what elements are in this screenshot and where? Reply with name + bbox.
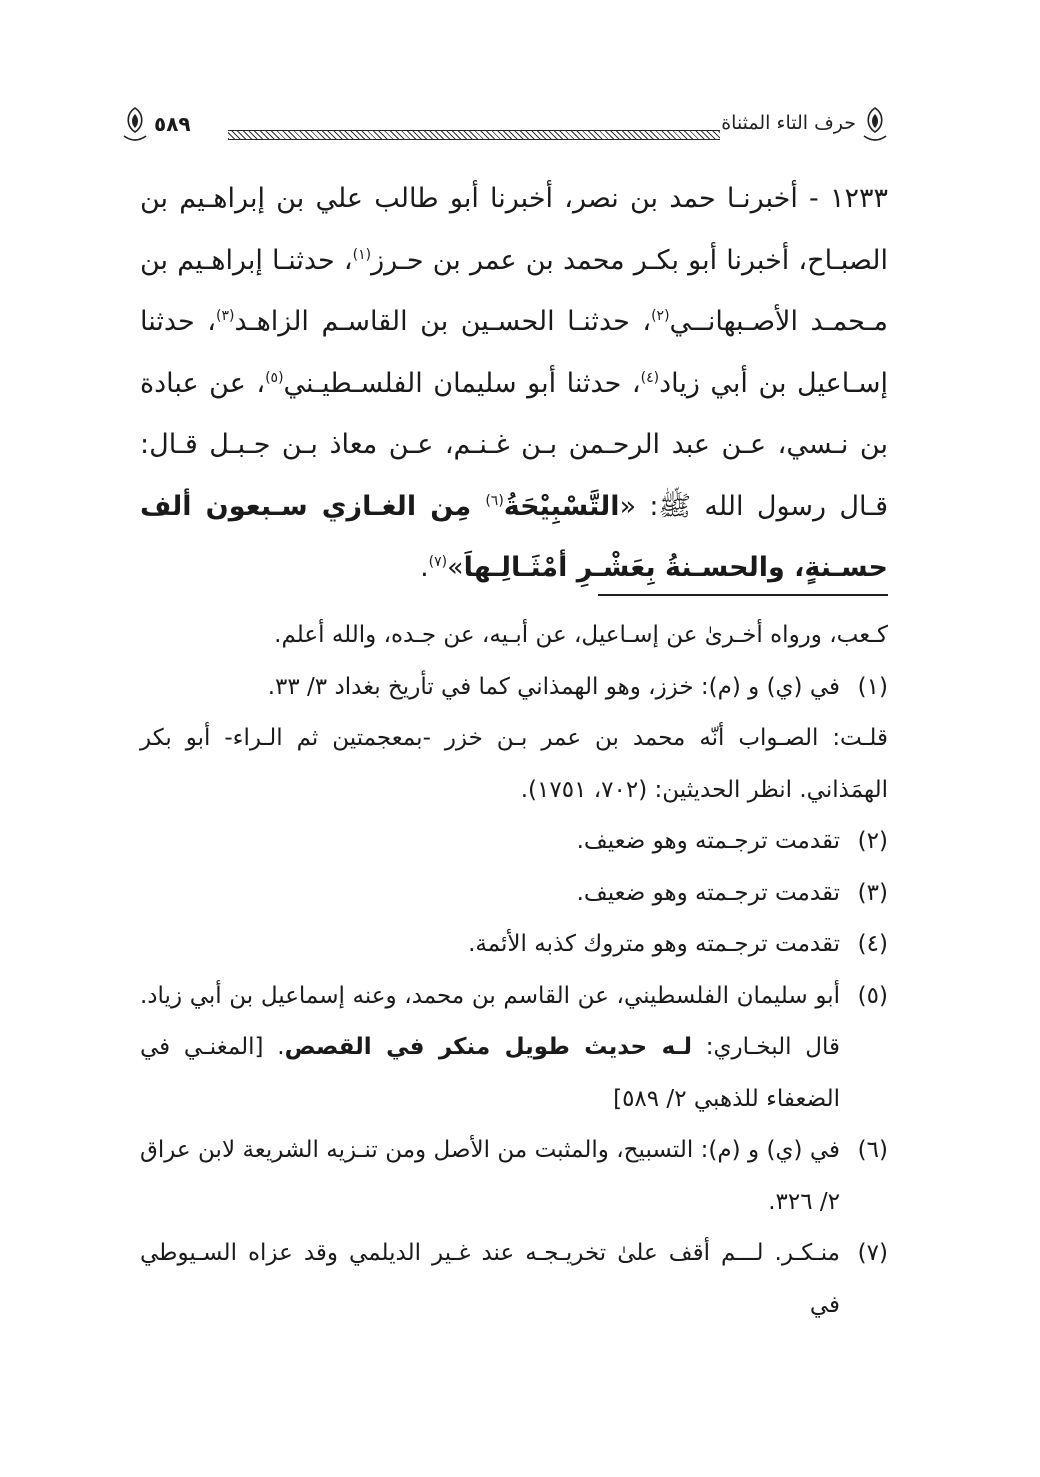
footnote-number: (٥) [857,982,888,1009]
footnote-item [140,1228,888,1331]
footnote-item [140,971,888,1126]
isnad-text: ، حدثنا أبو سليمان الفلسـطيـني [283,367,641,399]
ornament-icon [120,104,150,144]
footnote-ref[interactable]: (١) [352,246,372,263]
footnote-ref[interactable]: (٢) [651,308,670,324]
footnote-text: تقدمت ترجـمته وهو ضعيف. [576,828,840,854]
footnote-number: (١) [857,673,888,700]
footnote-ref[interactable]: (٦) [485,492,504,509]
footnote-ref[interactable]: (٣) [216,308,235,324]
isnad-text: ، حدثنا إسـاعيل بن أبي زياد [140,306,888,399]
running-title: حرف التاء المثناة [721,112,856,134]
footnote-item [140,868,888,920]
footnote-text: في (ي) و (م): خزز، وهو الهمذاني كما في تأريخ بغداد ٣/ ٣٣. [267,673,840,700]
hadith-paragraph [140,168,888,599]
ornament-icon [860,104,890,144]
isnad-text: ، حدثنـا إبراهـيم بن مـحمـد الأصـبهانــي [140,244,888,337]
isnad-text: ، حدثنـا الحسـين بن القاسـم الزاهـد [234,306,652,337]
footnote-item [140,1125,888,1228]
footnote-number: (٦) [857,1137,888,1163]
footnote-continuation: كـعب، ورواه أخـرىٰ عن إسـاعيل، عن أبـيه، عن جـده، والله أعلم. [274,622,888,648]
footnote-ref[interactable]: (٧) [428,554,448,570]
hadith-number: ١٢٣٣ [829,183,888,214]
footnote-text: في (ي) و (م): التسبيح، والمثبت من الأصل ومن تنـزيه الشريعة لابن عراق ٢/ ٣٢٦. [140,1137,840,1215]
footnote-divider [598,594,888,596]
footnote-item [140,919,888,971]
quote-close: » [447,552,464,583]
isnad-text: ، عن عبادة بن نـسي، عـن عبد الرحـمن بـن غـنـم، عـن معاذ بـن جـبـل قـال: قـال رسول الله ﷺ: « [140,367,889,522]
footnote-note: قلـت: الصـواب أنّه محمد بن عمر بـن خزر -بمعجمتين ثم الـراء- أبو بكر الهمَذاني. انظر الحديثين: (٧٠٢، ١٧٥١). [140,725,888,803]
footnote-ref[interactable]: (٥) [265,369,284,386]
sentence-end: . [420,552,429,583]
isnad-text: - أخبرنـا حمد بن نصر، أخبرنا أبو طالب علي بن إبراهـيم بن الصبـاح، أخبرنا أبو بكـر محمد بن عمر بن حـرز [140,183,888,276]
page-number: ٥٨٩ [154,112,191,136]
footnote-ref[interactable]: (٤) [640,369,660,386]
footnote-quote: لـه حديث طويل منكر في القصص [284,1034,693,1060]
footnote-item [140,662,888,714]
footnote-number: (٤) [857,931,888,957]
footnote-text-part: أبو سليمان الفلسطيني، عن القاسم بن محمد، وعنه إسماعيل بن أبي زياد. قال البخـاري: [140,982,840,1060]
hadith-text [140,168,888,599]
footnote-text-part: . [المغنـي في الضعفاء للذهبي ٢/ ٥٨٩] [140,1034,840,1112]
page-header [120,98,890,148]
footnote-number: (٧) [857,1240,888,1266]
footnote-text: تقدمت ترجـمته وهو ضعيف. [576,879,840,906]
footnote-text: تقدمت ترجـمته وهو متروك كذبه الأئمة. [468,931,840,957]
footnote-text [140,971,840,1126]
footnote-number: (٢) [857,828,888,854]
footnote-item [140,816,888,868]
matn-text: التَّسْبِيْحَةُ [503,490,620,522]
footnotes [140,610,888,1331]
footnote-number: (٣) [857,879,888,906]
footnote-text: منـكـر. لـــم أقف علىٰ تخريـجـه عند غـير الديلمي وقد عزاه السـيوطي في [140,1240,840,1318]
matn-text: مِن الغـازي سـبعون ألف حسـنةٍ، والحسـنةُ بِعَشْـرِ أمْثَـالِـهاَ [140,490,888,583]
header-rule [228,130,720,140]
